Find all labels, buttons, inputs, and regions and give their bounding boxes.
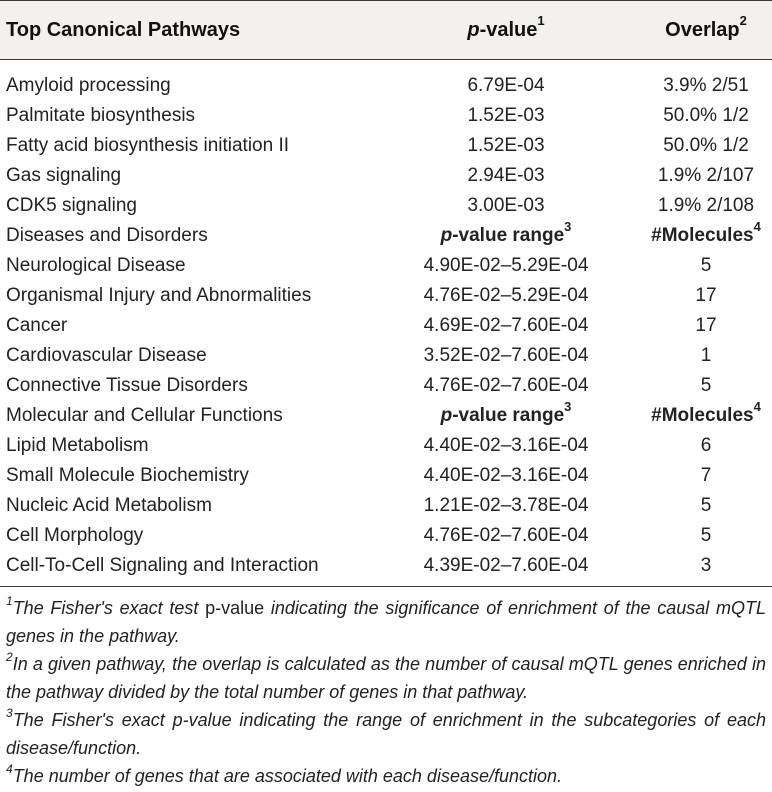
table-row: Lipid Metabolism 4.40E-02–3.16E-04 6: [6, 435, 712, 456]
footnote-2: $^2$In a given pathway, the overlap is calculated as the number of causal mQTL genes enriched in the pathway divided by the total number of genes in that pathway.: [6, 650, 766, 702]
table-row: Gas signaling 2.94E-03 1.9% 2/107: [6, 165, 755, 186]
footnote-4: $^4$The number of genes that are associated with each disease/function.: [6, 762, 563, 786]
functions-subheader: Molecular and Cellular Functions p-value range$^3$ #Molecules$^4$: [6, 398, 761, 426]
table-row: Cancer 4.69E-02–7.60E-04 17: [6, 315, 717, 336]
table-row: Amyloid processing 6.79E-04 3.9% 2/51: [6, 75, 749, 96]
header-overlap: Overlap$^2$: [665, 13, 747, 41]
footnote-3: $^3$The Fisher's exact p-value indicating the range of enrichment in the subcategories of each disease/function.: [6, 706, 766, 758]
table-row: Palmitate biosynthesis 1.52E-03 50.0% 1/2: [6, 105, 749, 126]
table-header: [0, 0, 772, 60]
table-row: Organismal Injury and Abnormalities 4.76E-02–5.29E-04 17: [6, 285, 717, 306]
table-row: Nucleic Acid Metabolism 1.21E-02–3.78E-04 5: [6, 495, 712, 516]
table-row: Fatty acid biosynthesis initiation II 1.52E-03 50.0% 1/2: [6, 135, 749, 156]
table-row: CDK5 signaling 3.00E-03 1.9% 2/108: [6, 195, 755, 216]
footnote-1: $^1$The Fisher's exact test p-value indicating the significance of enrichment of the causal mQTL genes in the pathway.: [6, 594, 766, 646]
table-row: Cell Morphology 4.76E-02–7.60E-04 5: [6, 525, 712, 546]
table-row: Cell-To-Cell Signaling and Interaction 4.39E-02–7.60E-04 3: [6, 555, 712, 576]
table-body: [0, 60, 772, 587]
footnotes: [0, 587, 772, 790]
table-row: Small Molecule Biochemistry 4.40E-02–3.16E-04 7: [6, 465, 712, 486]
diseases-subheader: Diseases and Disorders p-value range$^3$ #Molecules$^4$: [6, 218, 761, 246]
table-row: Neurological Disease 4.90E-02–5.29E-04 5: [6, 255, 712, 276]
table-row: Connective Tissue Disorders 4.76E-02–7.60E-04 5: [6, 375, 712, 396]
header-pvalue: p-value$^1$: [467, 13, 545, 41]
table-row: Cardiovascular Disease 3.52E-02–7.60E-04 1: [6, 345, 712, 366]
header-pathways: Top Canonical Pathways: [6, 19, 241, 41]
